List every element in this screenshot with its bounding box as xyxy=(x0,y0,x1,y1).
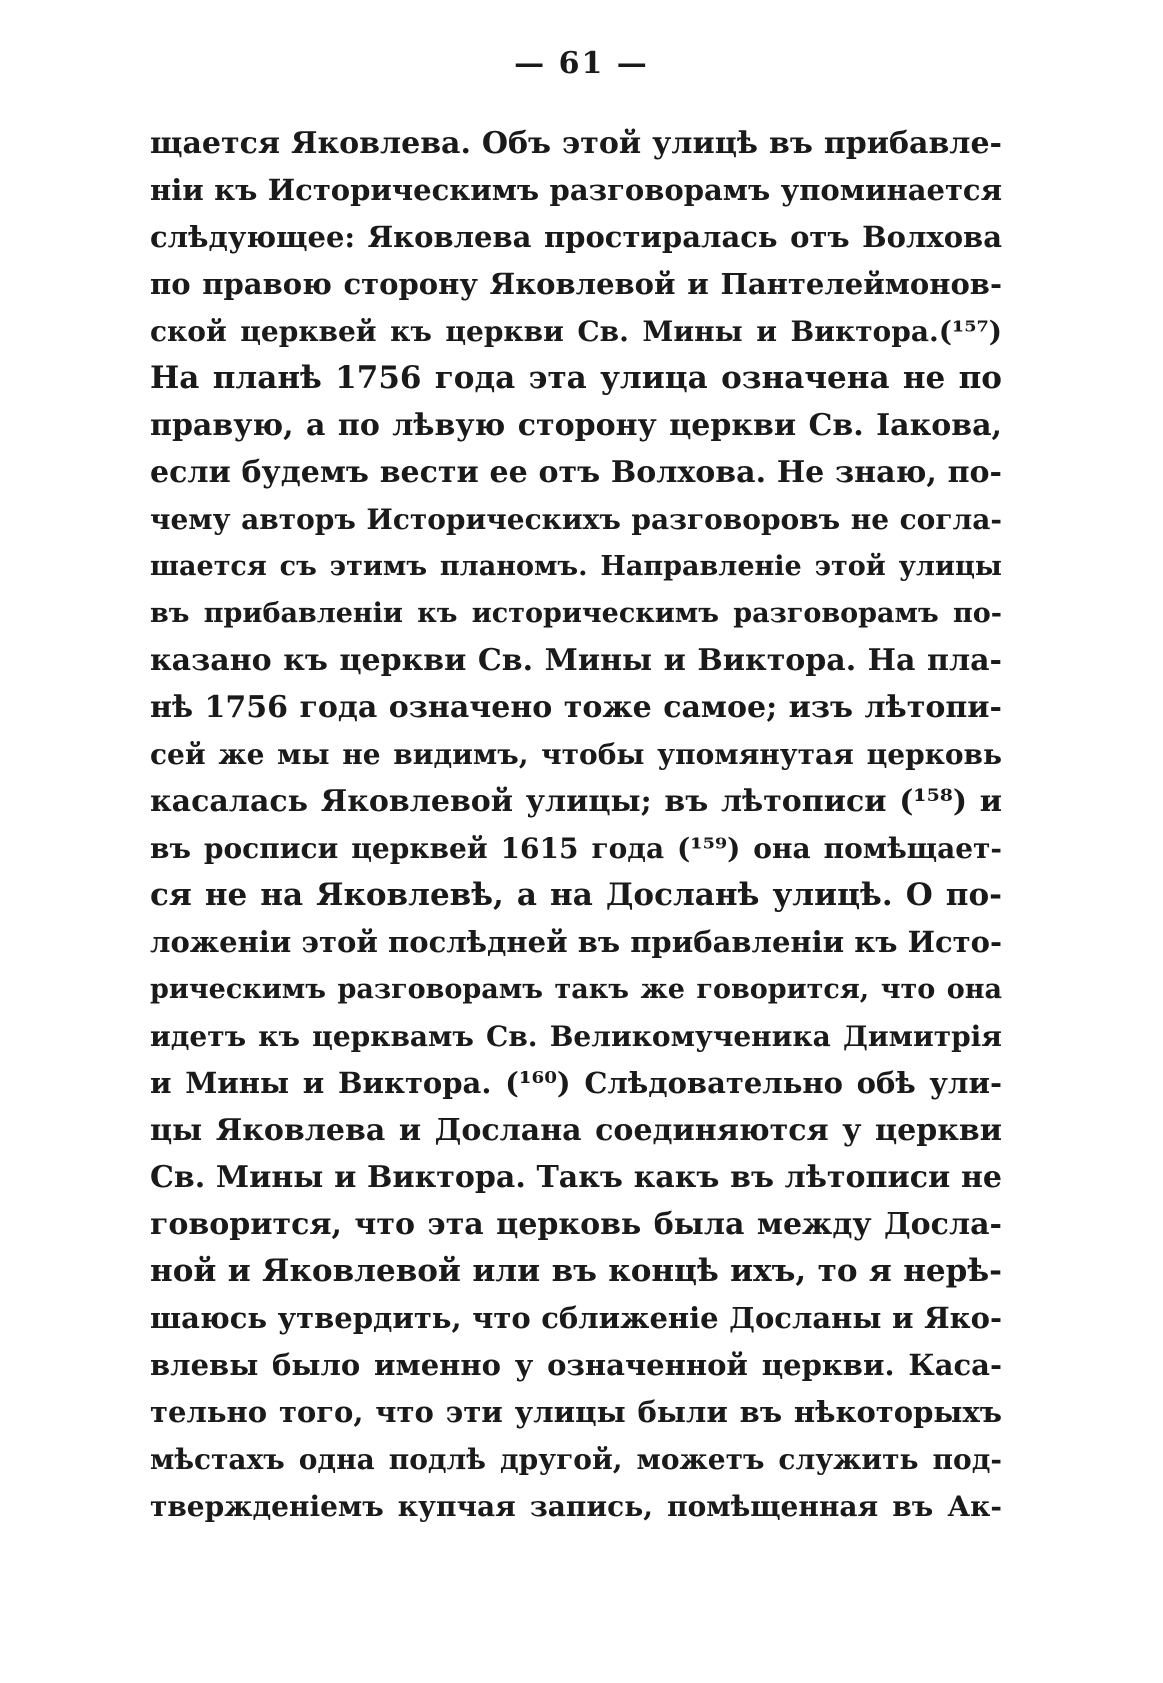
text-line: и Мины и Виктора. (¹⁶⁰) Слѣдовательно обѣ ули- xyxy=(150,1066,1002,1100)
text-line: рическимъ разговорамъ такъ же говорится, что она xyxy=(150,974,1002,1005)
text-line: мѣстахъ одна подлѣ другой, можетъ служить под- xyxy=(150,1443,1002,1476)
text-line: ской церквей къ церкви Св. Мины и Виктора.(¹⁵⁷) xyxy=(150,315,1002,348)
page-number: — 61 — xyxy=(514,46,649,81)
text-line: ніи къ Историческимъ разговорамъ упоминается xyxy=(150,173,1002,207)
text-line: слѣдующее: Яковлева простиралась отъ Волхова xyxy=(150,220,1002,254)
text-line: идетъ къ церквамъ Св. Великомученика Димитрія xyxy=(150,1020,1002,1053)
text-line: На планѣ 1756 года эта улица означена не по xyxy=(150,360,1002,396)
text-line: тельно того, что эти улицы были въ нѣкоторыхъ xyxy=(150,1395,1002,1429)
text-line: въ прибавленіи къ историческимъ разговорамъ по- xyxy=(150,598,1002,629)
text-line: твержденіемъ купчая запись, помѣщенная въ Ак- xyxy=(150,1490,1002,1523)
text-line: казано къ церкви Св. Мины и Виктора. На пла- xyxy=(150,643,1002,678)
text-line: ложеніи этой послѣдней въ прибавленіи къ Исто- xyxy=(150,925,1002,959)
text-line: если будемъ вести ее отъ Волхова. Не знаю, по- xyxy=(150,455,1002,490)
text-line: касалась Яковлевой улицы; въ лѣтописи (¹⁵⁸) и xyxy=(150,784,1002,819)
text-line: говорится, что эта церковь была между Досла- xyxy=(150,1207,1002,1242)
text-line: сей же мы не видимъ, чтобы упомянутая церковь xyxy=(150,738,1002,771)
text-line: влевы было именно у означенной церкви. Каса- xyxy=(150,1348,1002,1382)
text-line: въ росписи церквей 1615 года (¹⁵⁹) она помѣщает- xyxy=(150,832,1002,865)
text-line: чему авторъ Историческихъ разговоровъ не согла- xyxy=(150,503,1002,536)
body-text xyxy=(150,120,1002,1530)
text-line: Св. Мины и Виктора. Такъ какъ въ лѣтописи не xyxy=(150,1160,1002,1195)
text-line: цы Яковлева и Дослана соединяются у церкви xyxy=(150,1113,1002,1148)
text-line: шаюсь утвердить, что сближеніе Досланы и Яко- xyxy=(150,1301,1002,1335)
text-line: по правою сторону Яковлевой и Пантелеймонов- xyxy=(150,267,1002,301)
text-line: правую, а по лѣвую сторону церкви Св. Іакова, xyxy=(150,408,1002,443)
text-line: щается Яковлева. Объ этой улицѣ въ прибавле- xyxy=(150,126,1002,161)
text-line: ной и Яковлевой или въ концѣ ихъ, то я нерѣ- xyxy=(150,1253,1002,1289)
text-line: ся не на Яковлевѣ, а на Досланѣ улицѣ. О по- xyxy=(150,877,1002,913)
text-line: шается съ этимъ планомъ. Направленіе этой улицы xyxy=(150,551,1002,582)
text-line: нѣ 1756 года означено тоже самое; изъ лѣтопи- xyxy=(150,690,1002,725)
